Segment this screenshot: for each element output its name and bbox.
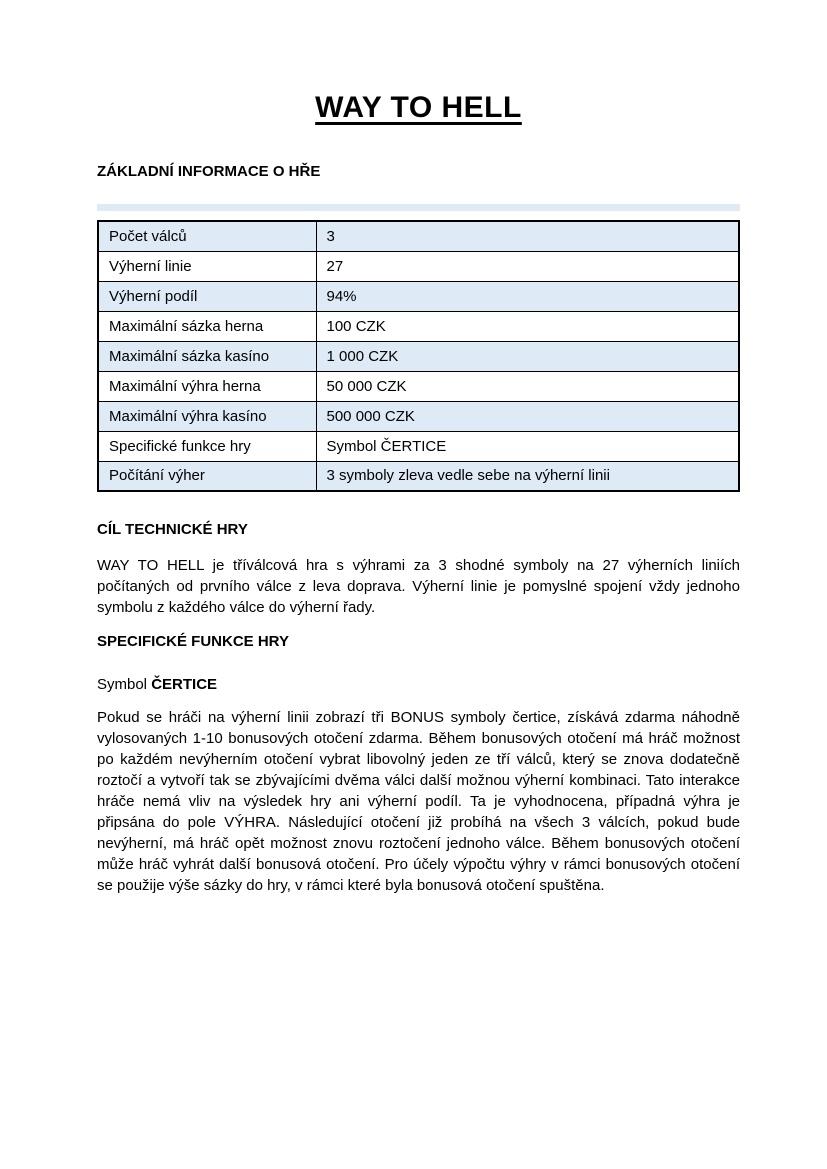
row-value: 27 — [316, 251, 739, 281]
row-value: 3 — [316, 221, 739, 251]
page-title — [97, 90, 740, 126]
table-row — [98, 341, 739, 371]
row-label: Specifické funkce hry — [98, 431, 316, 461]
row-value: 1 000 CZK — [316, 341, 739, 371]
game-info-table — [97, 220, 740, 492]
row-value: 3 symboly zleva vedle sebe na výherní linii — [316, 461, 739, 491]
table-row — [98, 251, 739, 281]
section-heading-goal: CÍL TECHNICKÉ HRY — [97, 521, 248, 538]
table-shading-strip — [97, 204, 740, 211]
row-label: Maximální výhra herna — [98, 371, 316, 401]
table-row — [98, 461, 739, 491]
row-label: Výherní podíl — [98, 281, 316, 311]
row-label: Maximální výhra kasíno — [98, 401, 316, 431]
document-page — [97, 0, 740, 896]
section-heading-special-functions: SPECIFICKÉ FUNKCE HRY — [97, 633, 289, 650]
table-row — [98, 221, 739, 251]
page-title-text: WAY TO HELL — [315, 91, 522, 124]
table-row — [98, 281, 739, 311]
goal-paragraph: WAY TO HELL je tříválcová hra s výhrami za 3 shodné symboly na 27 výherních liniích počítaných od prvního válce z leva doprava. Výherní linie je pomyslné spojení vždy jednoho symbolu z každého válce do výherní řady. — [97, 557, 740, 616]
symbol-subheading — [97, 676, 740, 693]
symbol-name: ČERTICE — [151, 676, 218, 693]
row-label: Počítání výher — [98, 461, 316, 491]
table-row — [98, 371, 739, 401]
symbol-prefix: Symbol — [97, 676, 152, 693]
table-row — [98, 431, 739, 461]
special-functions-paragraph: Pokud se hráči na výherní linii zobrazí tři BONUS symboly čertice, získává zdarma náhodně vylosovaných 1-10 bonusových otočení zdarma. Během bonusových otočení má hráč možnost po každém nevýherním otočení vybrat libovolný jeden ze tří válců, který se znova dodatečně roztočí a vytvoří tak se zbývajícími dvěma válci další možnou výherní kombinaci. Tato interakce hráče nemá vliv na výsledek hry ani výherní podíl. Ta je vyhodnocena, případná výhra je připsána do pole VÝHRA. Následující otočení již probíhá na všech 3 válcích, pokud bude nevýherní, má hráč opět možnost znovu roztočení jednoho válce. Během bonusových otočení může hráč vyhrát další bonusová otočení. Pro účely výpočtu výhry v rámci bonusových otočení se použije výše sázky do hry, v rámci které byla bonusová otočení spuštěna. — [97, 709, 740, 894]
row-label: Počet válců — [98, 221, 316, 251]
row-value: 100 CZK — [316, 311, 739, 341]
row-label: Maximální sázka kasíno — [98, 341, 316, 371]
row-value: 500 000 CZK — [316, 401, 739, 431]
section-heading-basic-info: ZÁKLADNÍ INFORMACE O HŘE — [97, 163, 321, 180]
table-row — [98, 401, 739, 431]
row-value: 94% — [316, 281, 739, 311]
table-row — [98, 311, 739, 341]
row-value: Symbol ČERTICE — [316, 431, 739, 461]
row-value: 50 000 CZK — [316, 371, 739, 401]
row-label: Maximální sázka herna — [98, 311, 316, 341]
row-label: Výherní linie — [98, 251, 316, 281]
